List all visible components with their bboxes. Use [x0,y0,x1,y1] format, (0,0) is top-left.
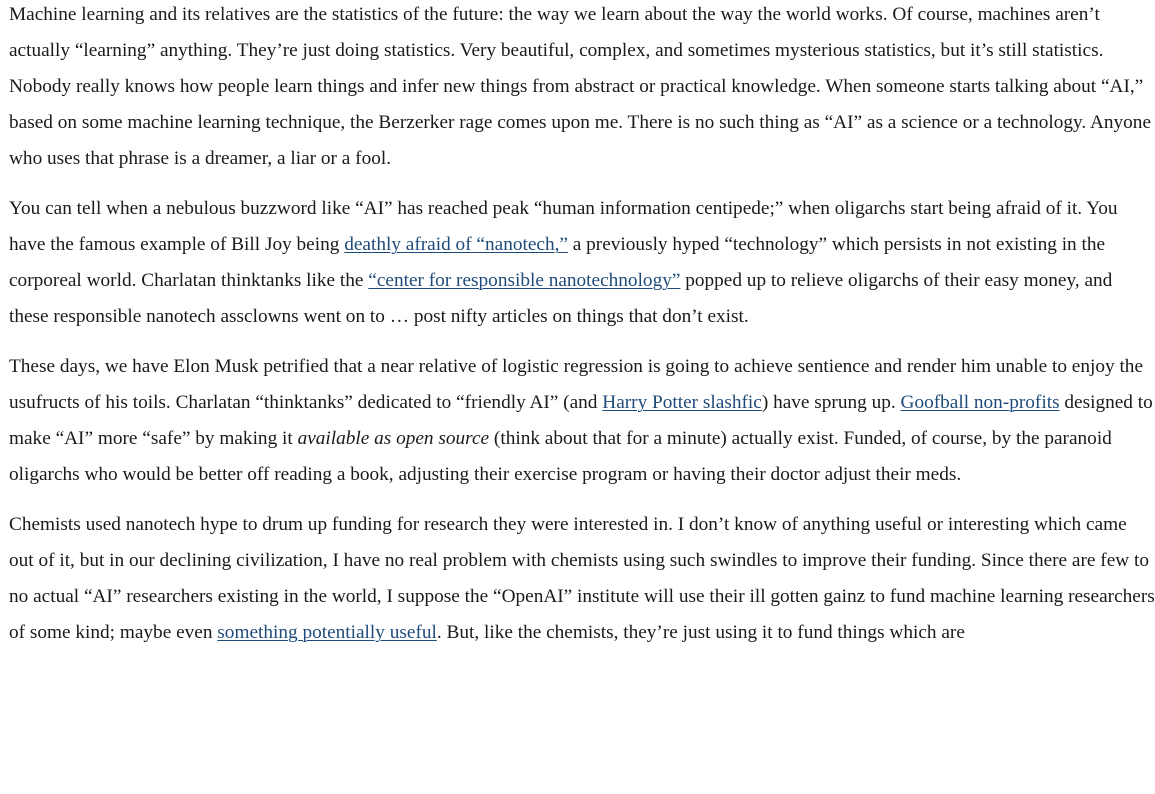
paragraph-3-text-3: designed to make “AI” more “safe” by making it [9,392,1153,449]
link-harry-potter-slashfic[interactable]: Harry Potter slashfic [602,392,762,413]
paragraph-3-text-1: These days, we have Elon Musk petrified that a near relative of logistic regression is going to achieve sentience and render him unable to enjoy the usufructs of his toils. Charlatan “thinktanks” dedicated to “friendly AI” (and [9,356,1144,413]
link-something-potentially-useful[interactable]: something potentially useful [217,622,437,643]
emphasis-available-open-source: available as open source [297,428,490,449]
article-body [9,0,1155,665]
link-center-responsible-nanotechnology[interactable]: “center for responsible nanotechnology” [368,270,681,291]
paragraph-1 [9,0,1155,177]
paragraph-4-text-2: . But, like the chemists, they’re just using it to fund things which are [436,622,965,643]
paragraph-2-text-3: popped up to relieve oligarchs of their easy money, and these responsible nanotech assclowns went on to … post nifty articles on things that don’t exist. [9,270,1113,327]
paragraph-4 [9,507,1155,651]
paragraph-2-text-2: a previously hyped “technology” which persists in not existing in the corporeal world. Charlatan thinktanks like the [9,234,1106,291]
paragraph-1-text: Machine learning and its relatives are the statistics of the future: the way we learn about the way the world works. Of course, machines aren’t actually “learning” anything. They’re just doing statistics. Very beautiful, complex, and sometimes mysterious statistics, but it’s still statistics. Nobody really knows how people learn things and infer new things from abstract or practical knowledge. When someone starts talking about “AI,” based on some machine learning technique, the Berzerker rage comes upon me. There is no such thing as “AI” as a science or a technology. Anyone who uses that phrase is a dreamer, a liar or a fool. [9,4,1152,169]
paragraph-3-text-2: ) have sprung up. [761,392,901,413]
paragraph-4-text-1: Chemists used nanotech hype to drum up funding for research they were interested in. I don’t know of anything useful or interesting which came out of it, but in our declining civilization, I have no real problem with chemists using such swindles to improve their funding. Since there are few to no actual “AI” researchers existing in the world, I suppose the “OpenAI” institute will use their ill gotten gainz to fund machine learning researchers of some kind; maybe even [9,514,1155,643]
paragraph-2-text-1: You can tell when a nebulous buzzword like “AI” has reached peak “human information centipede;” when oligarchs start being afraid of it. You have the famous example of Bill Joy being [9,198,1118,255]
paragraph-3-text-4: (think about that for a minute) actually exist. Funded, of course, by the paranoid oligarchs who would be better off reading a book, adjusting their exercise program or having their doctor adjust their meds. [9,428,1112,485]
link-deathly-afraid-nanotech[interactable]: deathly afraid of “nanotech,” [344,234,568,255]
paragraph-2 [9,191,1155,335]
paragraph-3 [9,349,1155,493]
link-goofball-non-profits[interactable]: Goofball non-profits [900,392,1060,413]
